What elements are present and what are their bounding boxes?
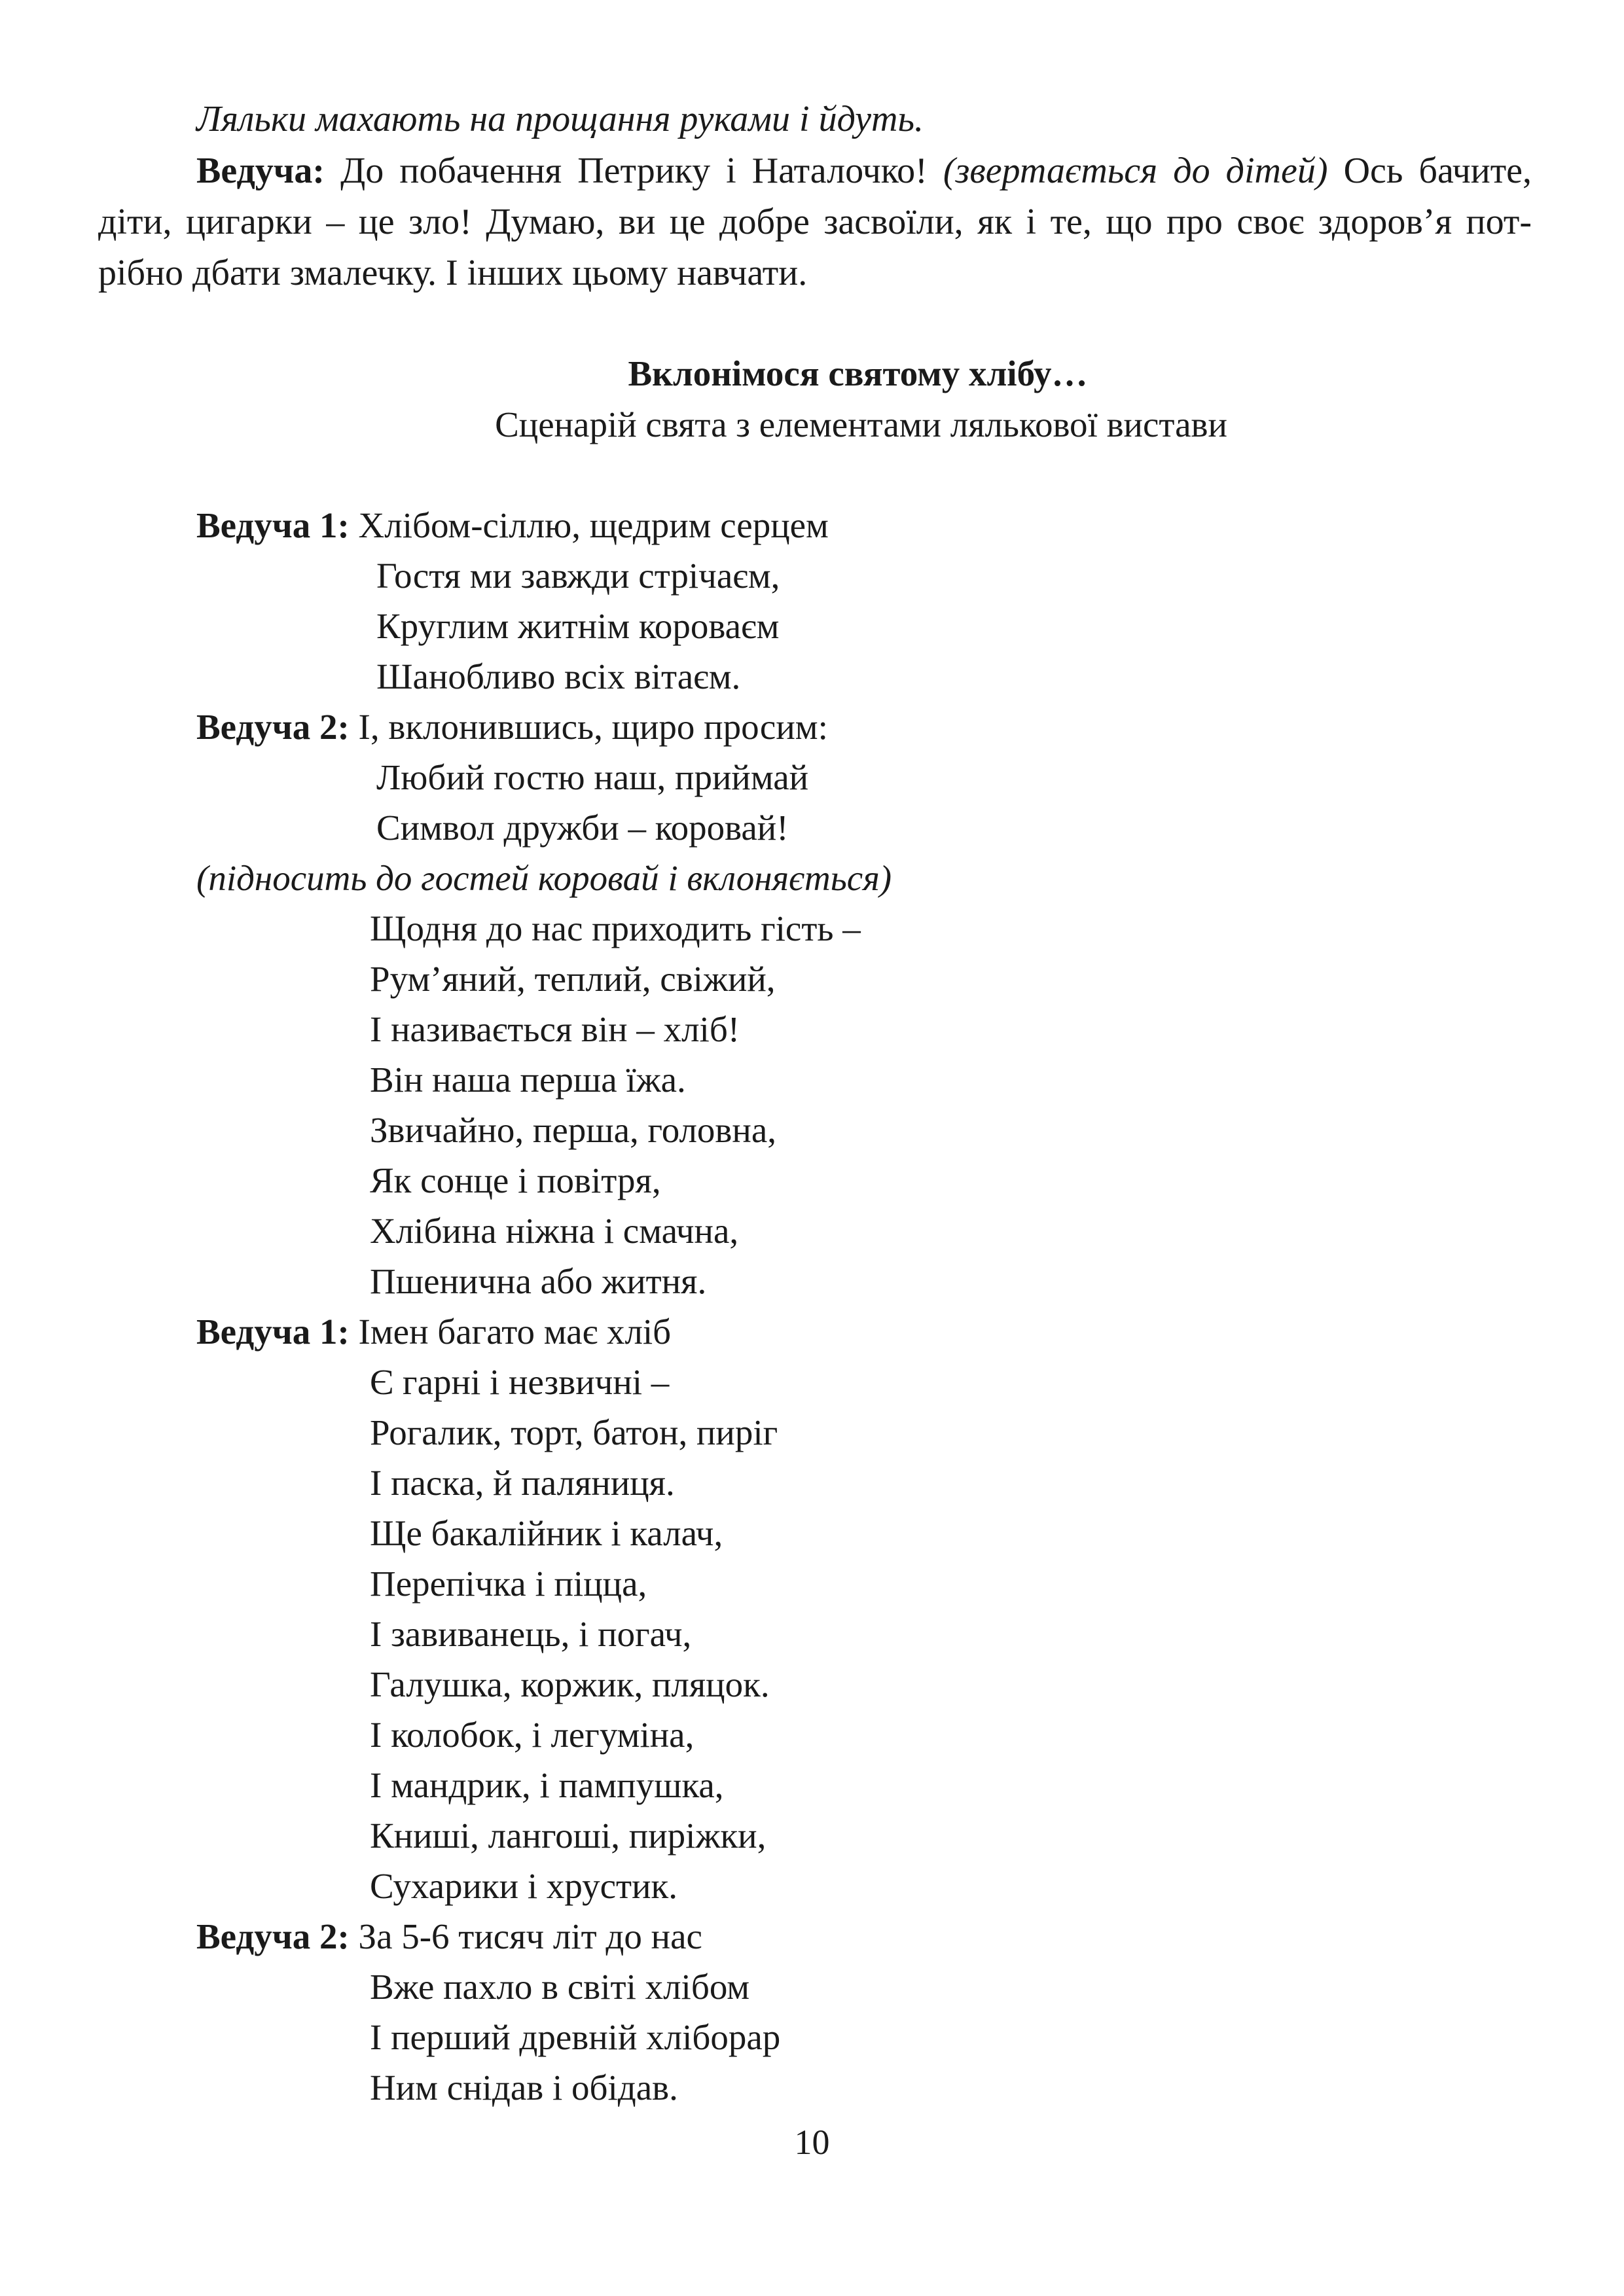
verse-line: Вже пахло в світі хлібом <box>370 1967 750 2007</box>
verse-line: Як сонце і повітря, <box>370 1160 661 1200</box>
intro-line-1: Ведуча: До побачення Петрику і Наталочко! (звертається до дітей) Ось бачите, <box>196 151 1532 191</box>
speaker-label: Ведуча 1: <box>196 505 350 545</box>
verse-line: Є гарні і незвичні – <box>370 1362 670 1402</box>
verse-line: І паска, й паляниця. <box>370 1463 675 1503</box>
page-number: 10 <box>794 2123 830 2162</box>
speaker-label: Ведуча: <box>196 151 325 191</box>
speaker-label: Ведуча 2: <box>196 707 350 747</box>
verse-line: Галушка, коржик, пляцок. <box>370 1664 770 1704</box>
verse-line: Символ дружби – коровай! <box>376 808 789 848</box>
verse-line: Хлібина ніжна і смачна, <box>370 1211 739 1251</box>
stage-direction: (підносить до гостей коровай і вклоняється) <box>196 858 892 898</box>
verse-line: І перший древній хліборар <box>370 2017 781 2057</box>
verse-line: Перепічка і піцца, <box>370 1564 647 1604</box>
verse-line: І мандрик, і пампушка, <box>370 1765 724 1805</box>
section-title: Вклонімося святому хлібу… <box>628 353 1088 393</box>
verse-line: І називається він – хліб! <box>370 1009 740 1049</box>
speaker-label: Ведуча 2: <box>196 1916 350 1956</box>
intro-line-2: діти, цигарки – це зло! Думаю, ви це добре засвоїли, як і те, що про своє здоров’я пот- <box>98 202 1532 242</box>
verse-line: Шанобливо всіх вітаєм. <box>376 656 741 696</box>
verse-line: Він наша перша їжа. <box>370 1060 686 1100</box>
section-subtitle: Сценарій свята з елементами лялькової вистави <box>495 404 1227 444</box>
verse-line: Ведуча 1: Хлібом-сіллю, щедрим серцем <box>196 505 829 545</box>
verse-line: Ведуча 2: І, вклонившись, щиро просим: <box>196 707 828 747</box>
verse-line: Ним снідав і обідав. <box>370 2068 678 2108</box>
verse-line: Щодня до нас приходить гість – <box>370 908 861 948</box>
verse-line: Любий гостю наш, приймай <box>376 757 809 797</box>
remark: (звертається до дітей) <box>943 151 1328 191</box>
verse-line: Рум’яний, теплий, свіжий, <box>370 959 776 999</box>
verse-line: Ведуча 1: Імен багато має хліб <box>196 1312 672 1352</box>
verse-line: Книші, лангоші, пиріжки, <box>370 1816 767 1856</box>
verse-line: Сухарики і хрустик. <box>370 1866 677 1906</box>
stage-note: Ляльки махають на прощання руками і йдуть. <box>196 99 924 139</box>
verse-line: Ведуча 2: За 5-6 тисяч літ до нас <box>196 1916 702 1956</box>
verse-line: І завиванець, і погач, <box>370 1614 692 1654</box>
verse-line: Круглим житнім короваєм <box>376 606 780 646</box>
verse-line: Рогалик, торт, батон, пиріг <box>370 1412 778 1452</box>
intro-line-3: рібно дбати змалечку. І інших цьому навчати. <box>98 253 808 293</box>
verse-line: Звичайно, перша, головна, <box>370 1110 776 1150</box>
speaker-label: Ведуча 1: <box>196 1312 350 1352</box>
verse-line: Ще бакалійник і калач, <box>370 1513 723 1553</box>
verse-line: Пшенична або житня. <box>370 1261 707 1301</box>
verse-line: Гостя ми завжди стрічаєм, <box>376 556 780 596</box>
verse-line: І колобок, і легуміна, <box>370 1715 695 1755</box>
